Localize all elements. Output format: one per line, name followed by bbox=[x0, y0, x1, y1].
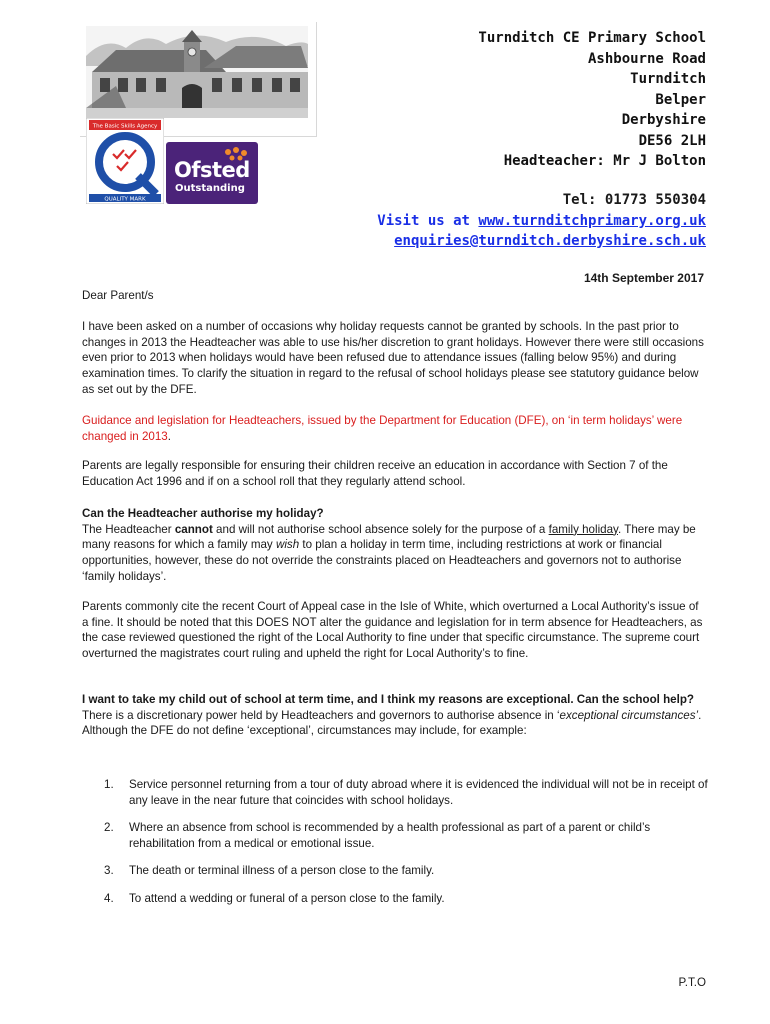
letter-page: The Basic Skills Agency QUALITY MARK Ofsted Outstanding Turnditch CE Primary School Ashbourne Road Turnditch Belper Derbyshire DE56 2LH Headteacher: Mr J Bolton Tel: 01773 550304 Visit us at www.turnditchprimary.org.uk enquiries@turnditch.derbyshire.sch.uk 14th September 2017 Dear Parent/s I have been asked on a number of occasions why holiday requests cannot be granted by schools. In the past prior to changes in 2013 the Headteacher was able to use his/her discretion to grant holidays. However there were still occasions even prior to 2013 when holidays would have been refused due to attendance issues (falling below 95%) and during examination times. To clarify the situation in regard to the refusal of school holidays please see statutory guidance below as set out by the DFE. Guidance and legislation for Headteachers, issued by the Department for Education (DFE), on ‘in term holidays’ were changed in 2013. Parents are legally responsible for ensuring their children receive an education in accordance with Section 7 of the Education Act 1996 and if on a school roll that they regularly attend school. Can the Headteacher authorise my holiday? The Headteacher cannot and will not authorise school absence solely for the purpose of a family holiday. There may be many reasons for which a family may wish to plan a holiday in term time, including restrictions at work or financial opportunities, however, these do not override the constraints placed on Headteachers and governors not to authorise ‘family holidays’. Parents commonly cite the recent Court of Appeal case in the Isle of White, which overturned a Local Authority’s issue of a fine. It should be noted that this DOES NOT alter the guidance and legislation for in term absence for Headteachers, as the case reviewed questioned the right of the Local Authority to fine under that specific circumstance. The supreme court overturned the magistrates court ruling and upheld the right for Local Authority’s to fine. I want to take my child out of school at term time, and I think my reasons are exceptional. Can the school help? There is a discretionary power held by Headteachers and governors to authorise absence in ‘exceptional circumstances’. Although the DFE do not define ‘exceptional’, circumstances may include, for example: 1. Service personnel returning from a tour of duty abroad where it is evidenced the individual will not be in receipt of any leave in the near future that coincides with school holidays. 2. Where an absence from school is recommended by a health professional as part of a parent or child’s rehabilitation from a medical or emotional issue. 3. The death or terminal illness of a person close to the family. 4. To attend a wedding or funeral of a person close to the family. P.T.O bbox=[0, 0, 770, 1024]
paragraph-legal: Parents are legally responsible for ensuring their children receive an education in accordance with Section 7 of the Education Act 1996 and if on a school roll that they regularly attend school. bbox=[82, 459, 668, 488]
section-exceptional bbox=[82, 692, 708, 739]
contact-block bbox=[377, 190, 706, 252]
guidance-heading: Guidance and legislation for Headteachers, issued by the Department for Education (DFE), on ‘in term holidays’ were changed in 2013. bbox=[82, 414, 683, 443]
letter-date: 14th September 2017 bbox=[583, 271, 704, 285]
visit-prefix: Visit us at bbox=[377, 212, 479, 229]
telephone: Tel: 01773 550304 bbox=[562, 192, 706, 208]
ofsted-wordmark: Ofsted bbox=[174, 158, 250, 182]
address-line: Ashbourne Road bbox=[587, 50, 706, 67]
address-line: Turnditch bbox=[630, 71, 706, 87]
address-line: Derbyshire bbox=[621, 112, 706, 128]
salutation: Dear Parent/s bbox=[82, 289, 154, 302]
quality-mark-bottom-text: QUALITY MARK bbox=[104, 196, 146, 203]
quality-mark-top-text: The Basic Skills Agency bbox=[92, 123, 158, 130]
address-line: DE56 2LH bbox=[638, 132, 706, 149]
website-line bbox=[377, 211, 706, 232]
ofsted-rating: Outstanding bbox=[175, 183, 245, 194]
page-turn-note: P.T.O bbox=[678, 976, 706, 989]
question-heading: I want to take my child out of school at term time, and I think my reasons are exceptional. Can the school help? bbox=[82, 693, 695, 706]
answer-text: There is a discretionary power held by Headteachers and governors to authorise absence in ‘exceptional circumstances’. Although the DFE do not define ‘exceptional’, circumstances may include, for example: bbox=[82, 708, 702, 738]
email-link[interactable]: enquiries@turnditch.derbyshire.sch.uk bbox=[394, 233, 706, 249]
answer-text: The Headteacher cannot and will not authorise school absence solely for the purpose of a family holiday. There may be many reasons for which a family may wish to plan a holiday in term time, including restrictions at work or financial opportunities, however, these do not override the constraints placed on Headteachers and governors not to authorise ‘family holidays’. bbox=[82, 522, 696, 583]
school-address-block bbox=[478, 28, 706, 172]
quality-mark-logo bbox=[86, 118, 164, 204]
paragraph-court-case: Parents commonly cite the recent Court of Appeal case in the Isle of White, which overturned a Local Authority’s issue of a fine. It should be noted that this DOES NOT alter the guidance and legislation for in term absence for Headteachers, as the case reviewed questioned the right of the Local Authority to fine under that specific circumstance. The supreme court overturned the magistrates court ruling and upheld the right for Local Authority’s to fine. bbox=[82, 600, 703, 661]
school-building-illustration bbox=[86, 26, 308, 118]
paragraph-intro: I have been asked on a number of occasions why holiday requests cannot be granted by schools. In the past prior to changes in 2013 the Headteacher was able to use his/her discretion to grant holidays. However there were still occasions even prior to 2013 when holidays would have been refused due to attendance issues (falling below 95%) and during examination times. To clarify the situation in regard to the refusal of school holidays please see statutory guidance below as set out by the DFE. bbox=[82, 320, 704, 396]
question-heading: Can the Headteacher authorise my holiday? bbox=[82, 507, 324, 520]
section-holiday-authorise bbox=[82, 506, 708, 585]
school-name: Turnditch CE Primary School bbox=[478, 30, 706, 46]
address-line: Belper bbox=[655, 91, 706, 108]
headteacher-line: Headteacher: Mr J Bolton bbox=[503, 153, 706, 169]
website-link[interactable]: www.turnditchprimary.org.uk bbox=[478, 212, 706, 229]
